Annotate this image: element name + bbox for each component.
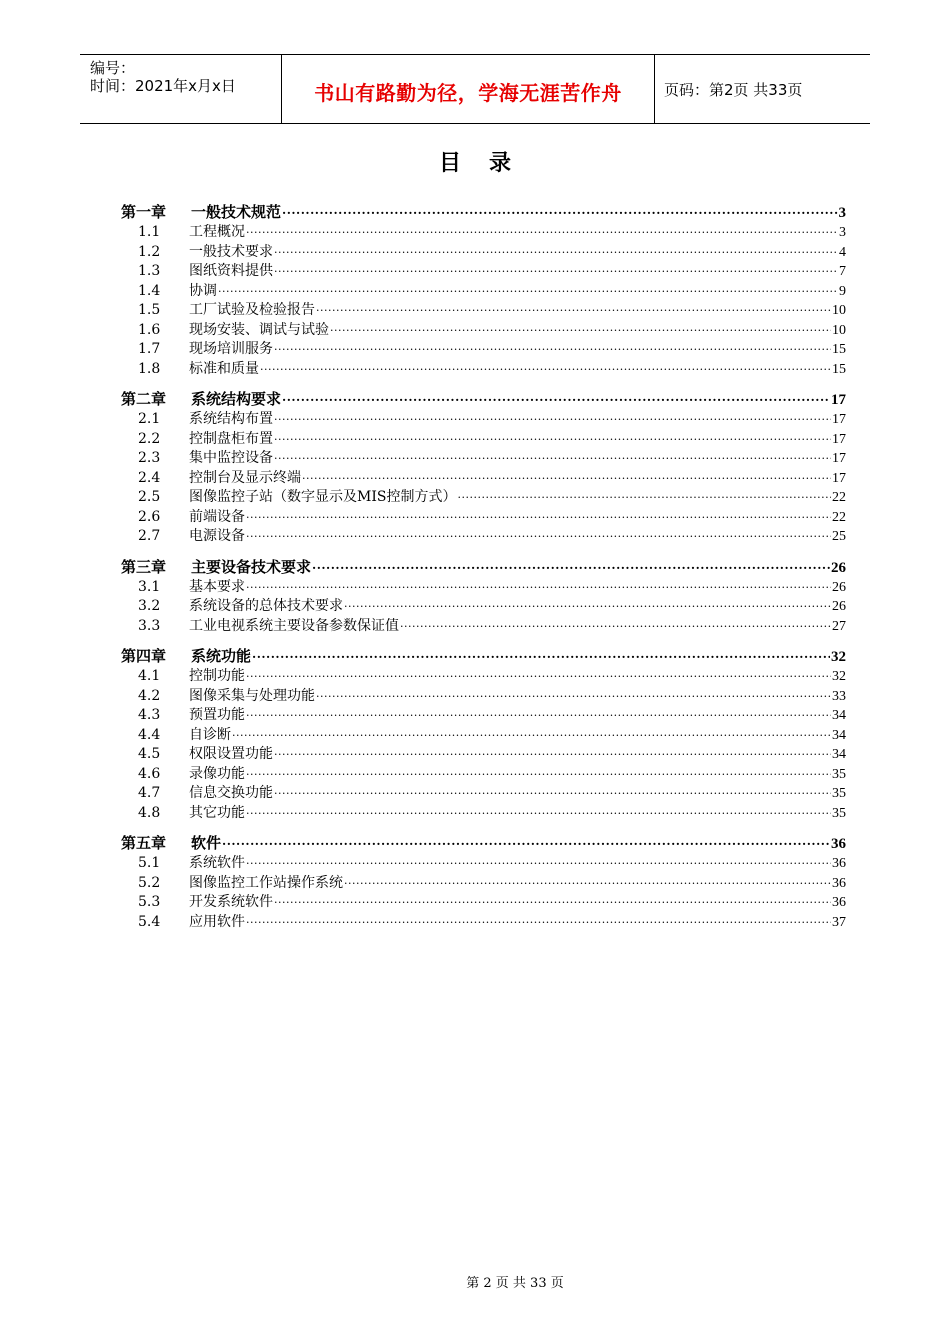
toc-section-entry[interactable] bbox=[121, 667, 846, 687]
toc-entry-title: 一般技术要求 bbox=[189, 243, 273, 260]
toc-entry-title: 控制功能 bbox=[189, 668, 245, 684]
toc-entry-page: 4 bbox=[839, 244, 846, 260]
toc-dot-leader bbox=[457, 488, 831, 508]
toc-section-entry[interactable] bbox=[121, 527, 846, 547]
toc-entry-number: 4.5 bbox=[138, 746, 161, 762]
toc-entry-page: 3 bbox=[839, 225, 846, 240]
toc-dot-leader bbox=[274, 410, 831, 430]
toc-entry-title: 系统功能 bbox=[191, 647, 252, 665]
toc-chapter-entry[interactable] bbox=[121, 389, 846, 410]
toc-entry-title: 前端设备 bbox=[189, 508, 245, 525]
toc-entry-number: 2.2 bbox=[138, 430, 161, 447]
toc-entry-title: 现场安装、调试与试验 bbox=[189, 321, 329, 338]
toc-entry-number: 3.2 bbox=[138, 598, 161, 614]
toc-section-entry[interactable] bbox=[121, 874, 846, 894]
toc-entry-number: 1.6 bbox=[138, 321, 161, 338]
toc-entry-title: 预置功能 bbox=[189, 707, 245, 723]
toc-entry-number: 2.6 bbox=[138, 508, 161, 525]
toc-section-entry[interactable] bbox=[121, 617, 846, 637]
toc-entry-page: 17 bbox=[831, 392, 846, 408]
toc-entry-number: 5.1 bbox=[138, 855, 161, 871]
toc-section-entry[interactable] bbox=[121, 321, 846, 341]
toc-dot-leader bbox=[302, 469, 831, 489]
toc-entry-title: 主要设备技术要求 bbox=[191, 557, 312, 576]
toc-entry-page: 26 bbox=[832, 579, 846, 595]
toc-section-entry[interactable] bbox=[121, 706, 846, 726]
toc-entry-title: 图纸资料提供 bbox=[189, 263, 273, 279]
toc-entry-number: 4.3 bbox=[138, 707, 161, 723]
motto: 书山有路勤为径，学海无涯苦作舟 bbox=[314, 81, 622, 105]
toc-dot-leader bbox=[246, 706, 831, 726]
toc-entry-title: 图像监控子站（数字显示及MIS控制方式） bbox=[189, 489, 457, 505]
toc-entry-number: 2.1 bbox=[138, 411, 161, 427]
toc-dot-leader bbox=[260, 360, 831, 380]
header-motto-cell bbox=[282, 55, 655, 123]
toc-entry-page: 33 bbox=[832, 688, 846, 704]
toc-dot-leader bbox=[252, 647, 830, 668]
toc-entry-title: 标准和质量 bbox=[189, 360, 259, 377]
toc-title: 目录 bbox=[438, 151, 539, 176]
toc-entry-title: 录像功能 bbox=[189, 765, 245, 782]
toc-entry-page: 36 bbox=[832, 875, 846, 891]
toc-entry-page: 37 bbox=[832, 914, 846, 930]
toc-entry-title: 其它功能 bbox=[189, 804, 245, 821]
toc-section-entry[interactable] bbox=[121, 765, 846, 785]
toc-dot-leader bbox=[282, 203, 837, 224]
toc-chapter-entry[interactable] bbox=[121, 833, 846, 854]
toc-entry-title: 自诊断 bbox=[189, 726, 231, 743]
toc-entry-number: 5.4 bbox=[138, 913, 161, 930]
toc-entry-title: 系统设备的总体技术要求 bbox=[189, 598, 343, 614]
toc-entry-number: 第五章 bbox=[121, 834, 167, 852]
toc-entry-page: 26 bbox=[832, 599, 846, 614]
toc-dot-leader bbox=[400, 617, 831, 637]
page-footer: 第 2 页 共 33 页 bbox=[466, 1276, 564, 1291]
toc-dot-leader bbox=[246, 667, 831, 687]
toc-dot-leader bbox=[274, 893, 831, 913]
toc-entry-page: 26 bbox=[831, 559, 846, 576]
toc-entry-page: 36 bbox=[832, 856, 846, 871]
toc-dot-leader bbox=[274, 340, 831, 360]
toc-section-entry[interactable] bbox=[121, 488, 846, 508]
toc-entry-number: 4.2 bbox=[138, 687, 161, 704]
toc-dot-leader bbox=[330, 321, 831, 341]
toc-entry-title: 应用软件 bbox=[189, 913, 245, 930]
toc-entry-page: 34 bbox=[832, 708, 846, 723]
toc-chapter-entry[interactable] bbox=[121, 646, 846, 667]
toc-entry-title: 图像采集与处理功能 bbox=[189, 687, 315, 704]
toc-entry-title: 现场培训服务 bbox=[189, 341, 273, 357]
toc-section-entry[interactable] bbox=[121, 360, 846, 380]
toc-entry-page: 3 bbox=[838, 205, 846, 221]
toc-dot-leader bbox=[274, 262, 838, 282]
toc-dot-leader bbox=[316, 301, 831, 321]
toc-section-entry[interactable] bbox=[121, 854, 846, 874]
toc-entry-title: 控制盘柜布置 bbox=[189, 430, 273, 447]
toc-entry-number: 第四章 bbox=[121, 647, 167, 665]
toc-entry-number: 1.3 bbox=[138, 263, 161, 279]
date-label: 时间：2021年x月x日 bbox=[90, 77, 236, 95]
toc-entry-page: 17 bbox=[832, 451, 846, 466]
toc-entry-title: 工业电视系统主要设备参数保证值 bbox=[189, 617, 399, 634]
table-of-contents bbox=[121, 202, 846, 932]
toc-dot-leader bbox=[312, 558, 830, 579]
toc-section-entry[interactable] bbox=[121, 597, 846, 617]
toc-entry-number: 4.6 bbox=[138, 765, 161, 782]
toc-entry-number: 2.3 bbox=[138, 450, 161, 466]
header-meta-cell bbox=[80, 55, 282, 123]
toc-section-entry[interactable] bbox=[121, 262, 846, 282]
toc-dot-leader bbox=[274, 745, 831, 765]
toc-section-entry[interactable] bbox=[121, 508, 846, 528]
toc-entry-page: 15 bbox=[832, 361, 846, 377]
toc-entry-page: 34 bbox=[832, 747, 846, 762]
toc-entry-number: 2.5 bbox=[138, 489, 161, 505]
toc-dot-leader bbox=[246, 508, 831, 528]
header-page-label: 页码：第2页 共33页 bbox=[664, 81, 803, 99]
toc-entry-title: 电源设备 bbox=[189, 528, 245, 544]
toc-section-entry[interactable] bbox=[121, 430, 846, 450]
toc-entry-page: 10 bbox=[832, 322, 846, 338]
toc-entry-number: 4.8 bbox=[138, 804, 161, 821]
toc-dot-leader bbox=[274, 449, 831, 469]
toc-entry-page: 17 bbox=[832, 431, 846, 447]
toc-entry-number: 第二章 bbox=[121, 390, 167, 408]
toc-section-entry[interactable] bbox=[121, 449, 846, 469]
toc-dot-leader bbox=[282, 390, 830, 411]
toc-dot-leader bbox=[274, 784, 831, 804]
toc-section-entry[interactable] bbox=[121, 469, 846, 489]
toc-entry-number: 1.5 bbox=[138, 302, 161, 318]
toc-entry-number: 1.2 bbox=[138, 243, 161, 260]
toc-entry-title: 系统结构要求 bbox=[191, 390, 282, 408]
toc-section-entry[interactable] bbox=[121, 804, 846, 824]
toc-entry-number: 2.7 bbox=[138, 528, 161, 544]
toc-entry-title: 控制台及显示终端 bbox=[189, 469, 301, 486]
toc-section-entry[interactable] bbox=[121, 893, 846, 913]
page-header bbox=[80, 54, 870, 124]
toc-entry-title: 工厂试验及检验报告 bbox=[189, 302, 315, 318]
toc-entry-page: 35 bbox=[832, 786, 846, 801]
toc-dot-leader bbox=[246, 765, 831, 785]
toc-entry-title: 软件 bbox=[191, 834, 222, 852]
toc-entry-number: 4.1 bbox=[138, 668, 161, 684]
toc-dot-leader bbox=[274, 430, 831, 450]
toc-entry-title: 一般技术规范 bbox=[191, 203, 282, 221]
toc-entry-page: 22 bbox=[832, 509, 846, 525]
toc-section-entry[interactable] bbox=[121, 340, 846, 360]
toc-entry-title: 系统结构布置 bbox=[189, 411, 273, 427]
toc-entry-page: 32 bbox=[831, 649, 846, 665]
toc-dot-leader bbox=[344, 597, 831, 617]
toc-dot-leader bbox=[274, 243, 838, 263]
toc-entry-title: 集中监控设备 bbox=[189, 450, 273, 466]
toc-section-entry[interactable] bbox=[121, 410, 846, 430]
toc-entry-page: 10 bbox=[832, 303, 846, 318]
toc-entry-number: 5.3 bbox=[138, 894, 161, 910]
toc-entry-number: 1.1 bbox=[138, 224, 161, 240]
toc-entry-title: 基本要求 bbox=[189, 578, 245, 595]
toc-entry-page: 7 bbox=[839, 264, 846, 279]
toc-entry-page: 22 bbox=[832, 490, 846, 505]
toc-dot-leader bbox=[222, 834, 830, 855]
toc-entry-page: 25 bbox=[832, 529, 846, 544]
toc-section-entry[interactable] bbox=[121, 223, 846, 243]
serial-label: 编号： bbox=[90, 59, 136, 77]
toc-section-entry[interactable] bbox=[121, 243, 846, 263]
toc-dot-leader bbox=[246, 578, 831, 598]
toc-dot-leader bbox=[246, 804, 831, 824]
toc-entry-page: 17 bbox=[832, 412, 846, 427]
toc-entry-number: 1.8 bbox=[138, 360, 161, 377]
toc-dot-leader bbox=[316, 687, 831, 707]
toc-entry-number: 4.4 bbox=[138, 726, 161, 743]
toc-entry-page: 36 bbox=[832, 895, 846, 910]
toc-entry-title: 图像监控工作站操作系统 bbox=[189, 874, 343, 891]
toc-entry-number: 5.2 bbox=[138, 874, 161, 891]
toc-entry-page: 34 bbox=[832, 727, 846, 743]
toc-section-entry[interactable] bbox=[121, 578, 846, 598]
toc-entry-number: 1.7 bbox=[138, 341, 161, 357]
toc-section-entry[interactable] bbox=[121, 301, 846, 321]
toc-entry-number: 3.1 bbox=[138, 578, 161, 595]
toc-entry-page: 32 bbox=[832, 669, 846, 684]
toc-section-entry[interactable] bbox=[121, 745, 846, 765]
toc-dot-leader bbox=[232, 726, 831, 746]
toc-entry-page: 35 bbox=[832, 805, 846, 821]
toc-entry-page: 9 bbox=[839, 283, 846, 299]
toc-entry-page: 17 bbox=[832, 470, 846, 486]
toc-entry-page: 27 bbox=[832, 618, 846, 634]
toc-entry-title: 信息交换功能 bbox=[189, 785, 273, 801]
toc-dot-leader bbox=[218, 282, 838, 302]
toc-section-entry[interactable] bbox=[121, 726, 846, 746]
toc-dot-leader bbox=[246, 913, 831, 933]
toc-entry-page: 15 bbox=[832, 342, 846, 357]
toc-section-entry[interactable] bbox=[121, 687, 846, 707]
toc-entry-title: 协调 bbox=[189, 282, 217, 299]
toc-entry-number: 第三章 bbox=[121, 557, 167, 576]
toc-chapter-entry[interactable] bbox=[121, 202, 846, 223]
toc-section-entry[interactable] bbox=[121, 784, 846, 804]
toc-section-entry[interactable] bbox=[121, 913, 846, 933]
toc-dot-leader bbox=[246, 854, 831, 874]
toc-entry-page: 35 bbox=[832, 766, 846, 782]
toc-dot-leader bbox=[246, 527, 831, 547]
toc-entry-number: 1.4 bbox=[138, 282, 161, 299]
toc-section-entry[interactable] bbox=[121, 282, 846, 302]
toc-entry-title: 工程概况 bbox=[189, 224, 245, 240]
toc-entry-title: 开发系统软件 bbox=[189, 894, 273, 910]
toc-entry-number: 2.4 bbox=[138, 469, 161, 486]
toc-dot-leader bbox=[344, 874, 831, 894]
header-page-cell bbox=[655, 55, 870, 123]
toc-entry-number: 4.7 bbox=[138, 785, 161, 801]
toc-entry-title: 权限设置功能 bbox=[189, 746, 273, 762]
toc-dot-leader bbox=[246, 223, 838, 243]
toc-entry-page: 36 bbox=[831, 836, 846, 852]
toc-chapter-entry[interactable] bbox=[121, 557, 846, 578]
toc-entry-number: 第一章 bbox=[121, 203, 167, 221]
toc-entry-number: 3.3 bbox=[138, 617, 161, 634]
toc-entry-title: 系统软件 bbox=[189, 855, 245, 871]
